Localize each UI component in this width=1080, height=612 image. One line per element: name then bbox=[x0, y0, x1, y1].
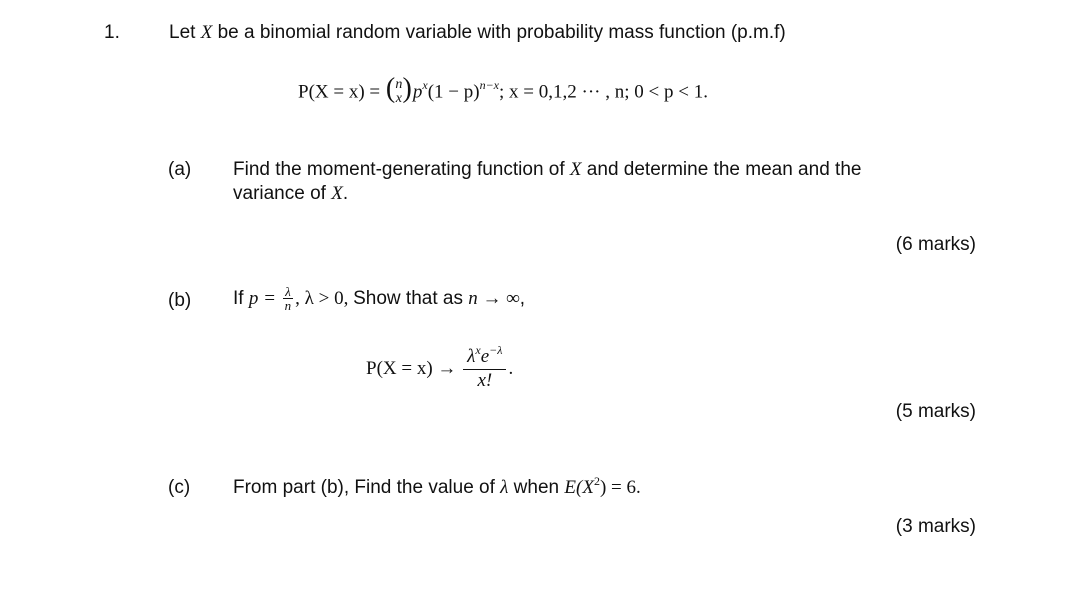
part-b-show-text: Show that as bbox=[353, 288, 469, 309]
part-b-result-num-sup1: x bbox=[475, 343, 481, 357]
part-c-expr-sup: 2 bbox=[593, 474, 600, 488]
part-a-line1-before: Find the moment-generating function of bbox=[233, 159, 570, 180]
intro-text-after: be a binomial random variable with probability mass function (p.m.f) bbox=[212, 22, 786, 43]
part-b-limit: n → ∞ bbox=[468, 288, 520, 309]
part-b-result-num bbox=[463, 343, 506, 369]
pmf-p: p bbox=[412, 81, 423, 103]
part-b-if: If bbox=[233, 288, 249, 309]
part-b-result-num-base: λ bbox=[467, 346, 476, 367]
pmf-lhs: P(X = x) = bbox=[298, 81, 385, 103]
part-c-text-before: From part (b), Find the value of bbox=[233, 477, 501, 498]
part-b-label: (b) bbox=[168, 290, 192, 311]
pmf-one-minus-p-exponent: n−x bbox=[479, 78, 500, 93]
part-a-line2-var: X bbox=[331, 183, 343, 204]
part-b-result-den: x! bbox=[463, 369, 506, 392]
part-b-result-num-sup2: −λ bbox=[489, 343, 503, 357]
part-c-expr: E(X bbox=[564, 477, 594, 498]
part-c-statement bbox=[233, 474, 641, 499]
part-b-marks: (5 marks) bbox=[895, 401, 976, 422]
part-a-line2-before: variance of bbox=[233, 183, 332, 204]
part-b-condition: , λ > 0, bbox=[295, 288, 354, 309]
part-b-result-num-e: e bbox=[480, 346, 490, 367]
part-c-text-mid: when bbox=[508, 477, 565, 498]
question-number: 1. bbox=[104, 22, 120, 43]
part-c-lambda: λ bbox=[500, 477, 509, 498]
part-b-frac-den: n bbox=[284, 298, 292, 314]
part-b-result-dot: . bbox=[508, 358, 514, 379]
part-b-frac-num: λ bbox=[285, 284, 291, 300]
part-c-expr-tail: ) = 6. bbox=[599, 477, 641, 498]
part-a-marks: (6 marks) bbox=[895, 234, 976, 255]
part-b-result bbox=[366, 343, 514, 392]
pmf-one-minus-p: (1 − p) bbox=[427, 81, 480, 103]
part-b-comma: , bbox=[519, 288, 526, 309]
part-c-marks: (3 marks) bbox=[895, 516, 976, 537]
pmf-formula bbox=[298, 73, 708, 108]
part-a-line2 bbox=[233, 183, 348, 205]
intro-text-before: Let bbox=[169, 22, 201, 43]
part-a-line1-after: and determine the mean and the bbox=[581, 159, 862, 180]
part-a-line1-var: X bbox=[569, 159, 582, 180]
part-a-line1 bbox=[233, 159, 861, 181]
binomial-coefficient: ( n x ) bbox=[385, 73, 412, 106]
binom-bottom: x bbox=[395, 91, 402, 106]
part-a-line2-after: . bbox=[342, 183, 349, 204]
pmf-p-exponent: x bbox=[422, 78, 428, 93]
pmf-tail: ; x = 0,1,2 ··· , n; 0 < p < 1. bbox=[499, 81, 708, 103]
part-c-label: (c) bbox=[168, 477, 191, 498]
intro-var: X bbox=[200, 22, 213, 43]
part-a-label: (a) bbox=[168, 159, 192, 180]
part-b-p-eq: p = bbox=[248, 288, 281, 309]
part-b-fraction bbox=[283, 285, 294, 312]
part-b-statement bbox=[233, 283, 525, 315]
part-b-result-lhs: P(X = x) → bbox=[366, 358, 462, 379]
part-b-result-fraction bbox=[463, 343, 506, 392]
question-intro bbox=[169, 22, 786, 44]
binom-top: n bbox=[395, 77, 403, 92]
